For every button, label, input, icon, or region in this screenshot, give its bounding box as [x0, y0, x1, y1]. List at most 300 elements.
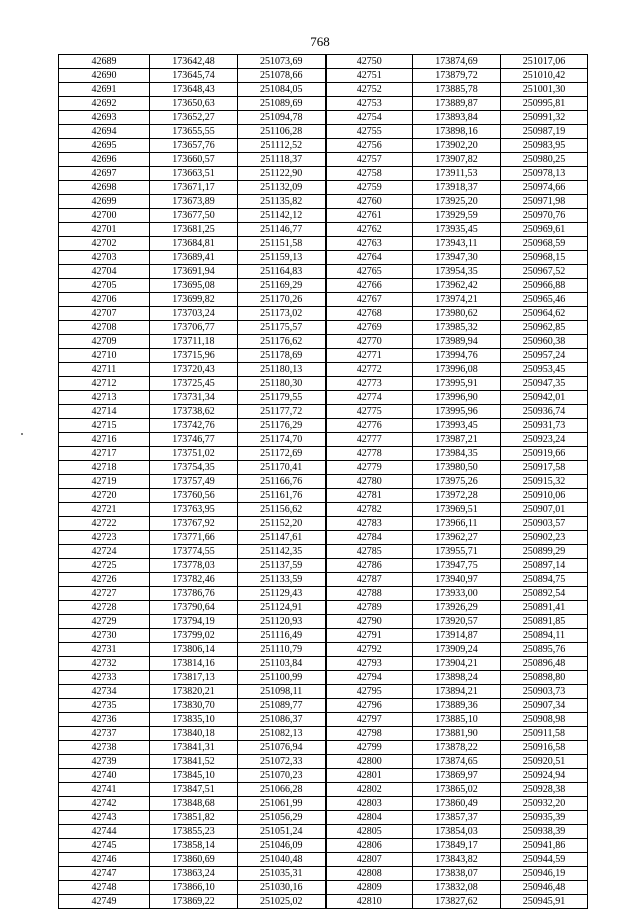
- x-coordinate-cell: 173898,16: [413, 125, 501, 139]
- point-number-cell: 42738: [59, 741, 150, 755]
- y-coordinate-cell: 251161,76: [238, 489, 326, 503]
- point-number-cell: 42806: [326, 839, 413, 853]
- table-row: [59, 363, 588, 377]
- table-row: [59, 755, 588, 769]
- table-row: [59, 573, 588, 587]
- x-coordinate-cell: 173751,02: [150, 447, 238, 461]
- y-coordinate-cell: 251056,29: [238, 811, 326, 825]
- y-coordinate-cell: 250899,29: [501, 545, 588, 559]
- point-number-cell: 42782: [326, 503, 413, 517]
- y-coordinate-cell: 250960,38: [501, 335, 588, 349]
- point-number-cell: 42697: [59, 167, 150, 181]
- x-coordinate-cell: 173972,28: [413, 489, 501, 503]
- point-number-cell: 42713: [59, 391, 150, 405]
- y-coordinate-cell: 251086,37: [238, 713, 326, 727]
- table-row: [59, 335, 588, 349]
- point-number-cell: 42790: [326, 615, 413, 629]
- table-row: [59, 643, 588, 657]
- x-coordinate-cell: 173940,97: [413, 573, 501, 587]
- y-coordinate-cell: 250942,01: [501, 391, 588, 405]
- table-row: [59, 629, 588, 643]
- point-number-cell: 42699: [59, 195, 150, 209]
- table-row: [59, 97, 588, 111]
- point-number-cell: 42791: [326, 629, 413, 643]
- x-coordinate-cell: 173695,08: [150, 279, 238, 293]
- x-coordinate-cell: 173778,03: [150, 559, 238, 573]
- point-number-cell: 42793: [326, 657, 413, 671]
- y-coordinate-cell: 251112,52: [238, 139, 326, 153]
- y-coordinate-cell: 251089,77: [238, 699, 326, 713]
- x-coordinate-cell: 173760,56: [150, 489, 238, 503]
- point-number-cell: 42764: [326, 251, 413, 265]
- x-coordinate-cell: 173911,53: [413, 167, 501, 181]
- point-number-cell: 42694: [59, 125, 150, 139]
- y-coordinate-cell: 250931,73: [501, 419, 588, 433]
- x-coordinate-cell: 173929,59: [413, 209, 501, 223]
- point-number-cell: 42801: [326, 769, 413, 783]
- y-coordinate-cell: 250968,15: [501, 251, 588, 265]
- point-number-cell: 42807: [326, 853, 413, 867]
- x-coordinate-cell: 173851,82: [150, 811, 238, 825]
- x-coordinate-cell: 173854,03: [413, 825, 501, 839]
- x-coordinate-cell: 173725,45: [150, 377, 238, 391]
- y-coordinate-cell: 251180,13: [238, 363, 326, 377]
- point-number-cell: 42766: [326, 279, 413, 293]
- x-coordinate-cell: 173838,07: [413, 867, 501, 881]
- x-coordinate-cell: 173974,21: [413, 293, 501, 307]
- y-coordinate-cell: 251132,09: [238, 181, 326, 195]
- table-row: [59, 559, 588, 573]
- x-coordinate-cell: 173786,76: [150, 587, 238, 601]
- x-coordinate-cell: 173966,11: [413, 517, 501, 531]
- x-coordinate-cell: 173699,82: [150, 293, 238, 307]
- point-number-cell: 42777: [326, 433, 413, 447]
- point-number-cell: 42711: [59, 363, 150, 377]
- x-coordinate-cell: 173684,81: [150, 237, 238, 251]
- y-coordinate-cell: 251170,41: [238, 461, 326, 475]
- table-row: [59, 881, 588, 895]
- point-number-cell: 42805: [326, 825, 413, 839]
- point-number-cell: 42704: [59, 265, 150, 279]
- y-coordinate-cell: 250946,19: [501, 867, 588, 881]
- point-number-cell: 42748: [59, 881, 150, 895]
- y-coordinate-cell: 251129,43: [238, 587, 326, 601]
- x-coordinate-cell: 173898,24: [413, 671, 501, 685]
- point-number-cell: 42708: [59, 321, 150, 335]
- x-coordinate-cell: 173995,96: [413, 405, 501, 419]
- y-coordinate-cell: 251017,06: [501, 55, 588, 69]
- point-number-cell: 42715: [59, 419, 150, 433]
- table-row: [59, 867, 588, 881]
- point-number-cell: 42734: [59, 685, 150, 699]
- x-coordinate-cell: 173860,49: [413, 797, 501, 811]
- point-number-cell: 42716: [59, 433, 150, 447]
- point-number-cell: 42729: [59, 615, 150, 629]
- point-number-cell: 42718: [59, 461, 150, 475]
- y-coordinate-cell: 251156,62: [238, 503, 326, 517]
- point-number-cell: 42730: [59, 629, 150, 643]
- point-number-cell: 42786: [326, 559, 413, 573]
- x-coordinate-cell: 173902,20: [413, 139, 501, 153]
- x-coordinate-cell: 173660,57: [150, 153, 238, 167]
- point-number-cell: 42783: [326, 517, 413, 531]
- x-coordinate-cell: 173655,55: [150, 125, 238, 139]
- x-coordinate-cell: 173799,02: [150, 629, 238, 643]
- x-coordinate-cell: 173865,02: [413, 783, 501, 797]
- y-coordinate-cell: 250923,24: [501, 433, 588, 447]
- y-coordinate-cell: 250967,52: [501, 265, 588, 279]
- x-coordinate-cell: 173860,69: [150, 853, 238, 867]
- point-number-cell: 42733: [59, 671, 150, 685]
- y-coordinate-cell: 251124,91: [238, 601, 326, 615]
- x-coordinate-cell: 173703,24: [150, 307, 238, 321]
- x-coordinate-cell: 173969,51: [413, 503, 501, 517]
- x-coordinate-cell: 173933,00: [413, 587, 501, 601]
- coordinate-table: [58, 54, 588, 909]
- point-number-cell: 42717: [59, 447, 150, 461]
- y-coordinate-cell: 250936,74: [501, 405, 588, 419]
- point-number-cell: 42698: [59, 181, 150, 195]
- point-number-cell: 42726: [59, 573, 150, 587]
- point-number-cell: 42744: [59, 825, 150, 839]
- x-coordinate-cell: 173894,21: [413, 685, 501, 699]
- y-coordinate-cell: 251146,77: [238, 223, 326, 237]
- table-row: [59, 433, 588, 447]
- table-row: [59, 713, 588, 727]
- y-coordinate-cell: 250945,91: [501, 895, 588, 909]
- table-row: [59, 545, 588, 559]
- y-coordinate-cell: 251001,30: [501, 83, 588, 97]
- x-coordinate-cell: 173987,21: [413, 433, 501, 447]
- y-coordinate-cell: 251094,78: [238, 111, 326, 125]
- point-number-cell: 42750: [326, 55, 413, 69]
- point-number-cell: 42728: [59, 601, 150, 615]
- point-number-cell: 42745: [59, 839, 150, 853]
- table-row: [59, 125, 588, 139]
- y-coordinate-cell: 250908,98: [501, 713, 588, 727]
- point-number-cell: 42785: [326, 545, 413, 559]
- point-number-cell: 42763: [326, 237, 413, 251]
- point-number-cell: 42742: [59, 797, 150, 811]
- x-coordinate-cell: 173754,35: [150, 461, 238, 475]
- table-row: [59, 447, 588, 461]
- point-number-cell: 42695: [59, 139, 150, 153]
- y-coordinate-cell: 251103,84: [238, 657, 326, 671]
- y-coordinate-cell: 250932,20: [501, 797, 588, 811]
- x-coordinate-cell: 173984,35: [413, 447, 501, 461]
- x-coordinate-cell: 173889,87: [413, 97, 501, 111]
- x-coordinate-cell: 173806,14: [150, 643, 238, 657]
- point-number-cell: 42709: [59, 335, 150, 349]
- table-row: [59, 69, 588, 83]
- y-coordinate-cell: 251159,13: [238, 251, 326, 265]
- x-coordinate-cell: 173855,23: [150, 825, 238, 839]
- y-coordinate-cell: 251089,69: [238, 97, 326, 111]
- x-coordinate-cell: 173878,22: [413, 741, 501, 755]
- point-number-cell: 42781: [326, 489, 413, 503]
- x-coordinate-cell: 173790,64: [150, 601, 238, 615]
- y-coordinate-cell: 250991,32: [501, 111, 588, 125]
- y-coordinate-cell: 250895,76: [501, 643, 588, 657]
- table-row: [59, 895, 588, 909]
- y-coordinate-cell: 250964,62: [501, 307, 588, 321]
- x-coordinate-cell: 173771,66: [150, 531, 238, 545]
- table-row: [59, 825, 588, 839]
- x-coordinate-cell: 173689,41: [150, 251, 238, 265]
- y-coordinate-cell: 251070,23: [238, 769, 326, 783]
- y-coordinate-cell: 251082,13: [238, 727, 326, 741]
- y-coordinate-cell: 250928,38: [501, 783, 588, 797]
- y-coordinate-cell: 251110,79: [238, 643, 326, 657]
- x-coordinate-cell: 173980,62: [413, 307, 501, 321]
- x-coordinate-cell: 173955,71: [413, 545, 501, 559]
- y-coordinate-cell: 251084,05: [238, 83, 326, 97]
- y-coordinate-cell: 250978,13: [501, 167, 588, 181]
- point-number-cell: 42770: [326, 335, 413, 349]
- table-body: [59, 55, 588, 909]
- y-coordinate-cell: 251176,62: [238, 335, 326, 349]
- point-number-cell: 42746: [59, 853, 150, 867]
- x-coordinate-cell: 173671,17: [150, 181, 238, 195]
- point-number-cell: 42703: [59, 251, 150, 265]
- point-number-cell: 42796: [326, 699, 413, 713]
- x-coordinate-cell: 173920,57: [413, 615, 501, 629]
- x-coordinate-cell: 173848,68: [150, 797, 238, 811]
- x-coordinate-cell: 173820,21: [150, 685, 238, 699]
- y-coordinate-cell: 250891,41: [501, 601, 588, 615]
- point-number-cell: 42731: [59, 643, 150, 657]
- x-coordinate-cell: 173706,77: [150, 321, 238, 335]
- y-coordinate-cell: 251072,33: [238, 755, 326, 769]
- point-number-cell: 42743: [59, 811, 150, 825]
- y-coordinate-cell: 250971,98: [501, 195, 588, 209]
- point-number-cell: 42759: [326, 181, 413, 195]
- y-coordinate-cell: 251176,29: [238, 419, 326, 433]
- y-coordinate-cell: 250894,11: [501, 629, 588, 643]
- point-number-cell: 42773: [326, 377, 413, 391]
- table-row: [59, 139, 588, 153]
- point-number-cell: 42751: [326, 69, 413, 83]
- y-coordinate-cell: 251152,20: [238, 517, 326, 531]
- x-coordinate-cell: 173881,90: [413, 727, 501, 741]
- y-coordinate-cell: 250903,73: [501, 685, 588, 699]
- x-coordinate-cell: 173814,16: [150, 657, 238, 671]
- x-coordinate-cell: 173889,36: [413, 699, 501, 713]
- x-coordinate-cell: 173858,14: [150, 839, 238, 853]
- x-coordinate-cell: 173677,50: [150, 209, 238, 223]
- point-number-cell: 42720: [59, 489, 150, 503]
- point-number-cell: 42722: [59, 517, 150, 531]
- point-number-cell: 42757: [326, 153, 413, 167]
- x-coordinate-cell: 173757,49: [150, 475, 238, 489]
- table-row: [59, 671, 588, 685]
- y-coordinate-cell: 251170,26: [238, 293, 326, 307]
- point-number-cell: 42799: [326, 741, 413, 755]
- table-row: [59, 797, 588, 811]
- table-row: [59, 489, 588, 503]
- point-number-cell: 42706: [59, 293, 150, 307]
- y-coordinate-cell: 251175,57: [238, 321, 326, 335]
- table-row: [59, 377, 588, 391]
- table-row: [59, 153, 588, 167]
- x-coordinate-cell: 173985,32: [413, 321, 501, 335]
- table-row: [59, 349, 588, 363]
- y-coordinate-cell: 250995,81: [501, 97, 588, 111]
- x-coordinate-cell: 173980,50: [413, 461, 501, 475]
- x-coordinate-cell: 173996,08: [413, 363, 501, 377]
- point-number-cell: 42768: [326, 307, 413, 321]
- point-number-cell: 42778: [326, 447, 413, 461]
- table-row: [59, 195, 588, 209]
- point-number-cell: 42710: [59, 349, 150, 363]
- x-coordinate-cell: 173943,11: [413, 237, 501, 251]
- y-coordinate-cell: 250965,46: [501, 293, 588, 307]
- point-number-cell: 42797: [326, 713, 413, 727]
- point-number-cell: 42784: [326, 531, 413, 545]
- point-number-cell: 42808: [326, 867, 413, 881]
- x-coordinate-cell: 173994,76: [413, 349, 501, 363]
- table-row: [59, 307, 588, 321]
- table-row: [59, 209, 588, 223]
- y-coordinate-cell: 250947,35: [501, 377, 588, 391]
- y-coordinate-cell: 250970,76: [501, 209, 588, 223]
- x-coordinate-cell: 173794,19: [150, 615, 238, 629]
- y-coordinate-cell: 251106,28: [238, 125, 326, 139]
- y-coordinate-cell: 250987,19: [501, 125, 588, 139]
- point-number-cell: 42724: [59, 545, 150, 559]
- table-row: [59, 727, 588, 741]
- x-coordinate-cell: 173657,76: [150, 139, 238, 153]
- y-coordinate-cell: 250938,39: [501, 825, 588, 839]
- table-row: [59, 251, 588, 265]
- table-row: [59, 657, 588, 671]
- x-coordinate-cell: 173835,10: [150, 713, 238, 727]
- y-coordinate-cell: 250892,54: [501, 587, 588, 601]
- x-coordinate-cell: 173947,30: [413, 251, 501, 265]
- x-coordinate-cell: 173893,84: [413, 111, 501, 125]
- y-coordinate-cell: 251046,09: [238, 839, 326, 853]
- point-number-cell: 42719: [59, 475, 150, 489]
- point-number-cell: 42696: [59, 153, 150, 167]
- point-number-cell: 42761: [326, 209, 413, 223]
- point-number-cell: 42736: [59, 713, 150, 727]
- x-coordinate-cell: 173874,65: [413, 755, 501, 769]
- y-coordinate-cell: 251122,90: [238, 167, 326, 181]
- y-coordinate-cell: 251078,66: [238, 69, 326, 83]
- x-coordinate-cell: 173989,94: [413, 335, 501, 349]
- y-coordinate-cell: 250980,25: [501, 153, 588, 167]
- point-number-cell: 42765: [326, 265, 413, 279]
- table-row: [59, 419, 588, 433]
- table-row: [59, 475, 588, 489]
- table-row: [59, 685, 588, 699]
- point-number-cell: 42725: [59, 559, 150, 573]
- x-coordinate-cell: 173849,17: [413, 839, 501, 853]
- y-coordinate-cell: 251169,29: [238, 279, 326, 293]
- x-coordinate-cell: 173720,43: [150, 363, 238, 377]
- x-coordinate-cell: 173863,24: [150, 867, 238, 881]
- x-coordinate-cell: 173663,51: [150, 167, 238, 181]
- point-number-cell: 42756: [326, 139, 413, 153]
- table-row: [59, 517, 588, 531]
- table-row: [59, 55, 588, 69]
- x-coordinate-cell: 173847,51: [150, 783, 238, 797]
- y-coordinate-cell: 251061,99: [238, 797, 326, 811]
- x-coordinate-cell: 173996,90: [413, 391, 501, 405]
- y-coordinate-cell: 250924,94: [501, 769, 588, 783]
- x-coordinate-cell: 173866,10: [150, 881, 238, 895]
- y-coordinate-cell: 250916,58: [501, 741, 588, 755]
- x-coordinate-cell: 173827,62: [413, 895, 501, 909]
- point-number-cell: 42774: [326, 391, 413, 405]
- y-coordinate-cell: 251147,61: [238, 531, 326, 545]
- table-row: [59, 769, 588, 783]
- x-coordinate-cell: 173774,55: [150, 545, 238, 559]
- x-coordinate-cell: 173975,26: [413, 475, 501, 489]
- x-coordinate-cell: 173918,37: [413, 181, 501, 195]
- scan-artifact-dot: [21, 433, 23, 435]
- point-number-cell: 42727: [59, 587, 150, 601]
- y-coordinate-cell: 250910,06: [501, 489, 588, 503]
- point-number-cell: 42772: [326, 363, 413, 377]
- point-number-cell: 42804: [326, 811, 413, 825]
- point-number-cell: 42723: [59, 531, 150, 545]
- point-number-cell: 42775: [326, 405, 413, 419]
- y-coordinate-cell: 251179,55: [238, 391, 326, 405]
- y-coordinate-cell: 251172,69: [238, 447, 326, 461]
- x-coordinate-cell: 173885,10: [413, 713, 501, 727]
- point-number-cell: 42803: [326, 797, 413, 811]
- point-number-cell: 42760: [326, 195, 413, 209]
- x-coordinate-cell: 173885,78: [413, 83, 501, 97]
- point-number-cell: 42737: [59, 727, 150, 741]
- y-coordinate-cell: 250935,39: [501, 811, 588, 825]
- point-number-cell: 42776: [326, 419, 413, 433]
- point-number-cell: 42795: [326, 685, 413, 699]
- x-coordinate-cell: 173879,72: [413, 69, 501, 83]
- point-number-cell: 42792: [326, 643, 413, 657]
- y-coordinate-cell: 251142,35: [238, 545, 326, 559]
- table-row: [59, 83, 588, 97]
- x-coordinate-cell: 173642,48: [150, 55, 238, 69]
- x-coordinate-cell: 173738,62: [150, 405, 238, 419]
- y-coordinate-cell: 250898,80: [501, 671, 588, 685]
- point-number-cell: 42769: [326, 321, 413, 335]
- page-number: 768: [310, 34, 330, 49]
- x-coordinate-cell: 173993,45: [413, 419, 501, 433]
- x-coordinate-cell: 173691,94: [150, 265, 238, 279]
- y-coordinate-cell: 251133,59: [238, 573, 326, 587]
- point-number-cell: 42747: [59, 867, 150, 881]
- y-coordinate-cell: 250957,24: [501, 349, 588, 363]
- y-coordinate-cell: 250907,34: [501, 699, 588, 713]
- table-row: [59, 293, 588, 307]
- x-coordinate-cell: 173715,96: [150, 349, 238, 363]
- x-coordinate-cell: 173947,75: [413, 559, 501, 573]
- point-number-cell: 42798: [326, 727, 413, 741]
- point-number-cell: 42809: [326, 881, 413, 895]
- y-coordinate-cell: 251025,02: [238, 895, 326, 909]
- point-number-cell: 42712: [59, 377, 150, 391]
- table-row: [59, 223, 588, 237]
- x-coordinate-cell: 173830,70: [150, 699, 238, 713]
- y-coordinate-cell: 251137,59: [238, 559, 326, 573]
- y-coordinate-cell: 251066,28: [238, 783, 326, 797]
- x-coordinate-cell: 173857,37: [413, 811, 501, 825]
- x-coordinate-cell: 173652,27: [150, 111, 238, 125]
- table-row: [59, 853, 588, 867]
- point-number-cell: 42752: [326, 83, 413, 97]
